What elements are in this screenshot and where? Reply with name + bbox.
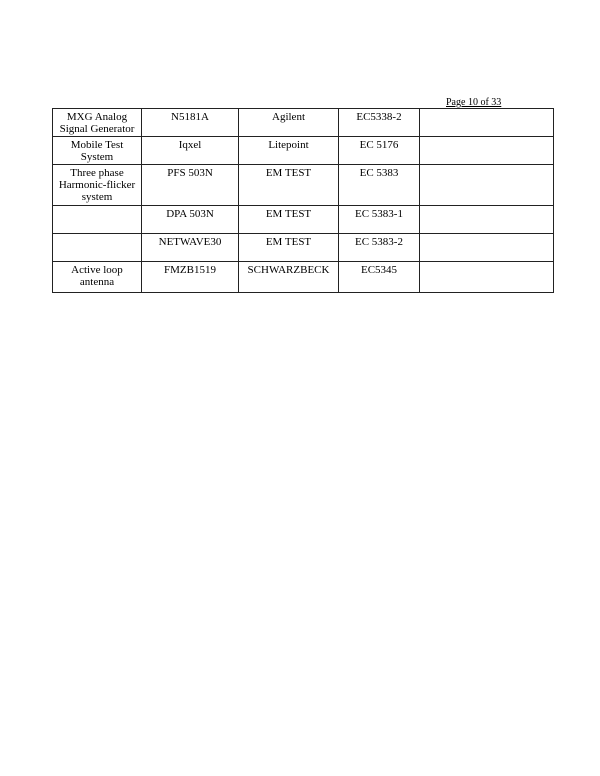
equipment-name-cell: Three phase Harmonic-flicker system	[53, 165, 142, 206]
equipment-name-cell: Active loop antenna	[53, 262, 142, 293]
model-cell: NETWAVE30	[142, 234, 239, 262]
model-cell: N5181A	[142, 109, 239, 137]
equipment-name-cell: Mobile Test System	[53, 137, 142, 165]
equipment-name-cell	[53, 234, 142, 262]
manufacturer-cell: EM TEST	[239, 206, 339, 234]
manufacturer-cell: EM TEST	[239, 165, 339, 206]
calibration-cell	[420, 137, 554, 165]
asset-id-cell: EC 5176	[339, 137, 420, 165]
table-row	[53, 206, 554, 234]
equipment-table	[52, 108, 554, 293]
manufacturer-cell: Agilent	[239, 109, 339, 137]
calibration-cell	[420, 262, 554, 293]
asset-id-cell: EC 5383	[339, 165, 420, 206]
asset-id-cell: EC 5383-1	[339, 206, 420, 234]
manufacturer-cell: SCHWARZBECK	[239, 262, 339, 293]
model-cell: PFS 503N	[142, 165, 239, 206]
manufacturer-cell: Litepoint	[239, 137, 339, 165]
model-cell: Iqxel	[142, 137, 239, 165]
page-number: Page 10 of 33	[446, 97, 502, 108]
asset-id-cell: EC5338-2	[339, 109, 420, 137]
table-row	[53, 165, 554, 206]
calibration-cell	[420, 234, 554, 262]
asset-id-cell: EC 5383-2	[339, 234, 420, 262]
table-row	[53, 234, 554, 262]
table-row	[53, 137, 554, 165]
equipment-name-cell: MXG Analog Signal Generator	[53, 109, 142, 137]
calibration-cell	[420, 206, 554, 234]
calibration-cell	[420, 109, 554, 137]
model-cell: FMZB1519	[142, 262, 239, 293]
table-row	[53, 262, 554, 293]
calibration-cell	[420, 165, 554, 206]
table-row	[53, 109, 554, 137]
model-cell: DPA 503N	[142, 206, 239, 234]
asset-id-cell: EC5345	[339, 262, 420, 293]
manufacturer-cell: EM TEST	[239, 234, 339, 262]
equipment-name-cell	[53, 206, 142, 234]
